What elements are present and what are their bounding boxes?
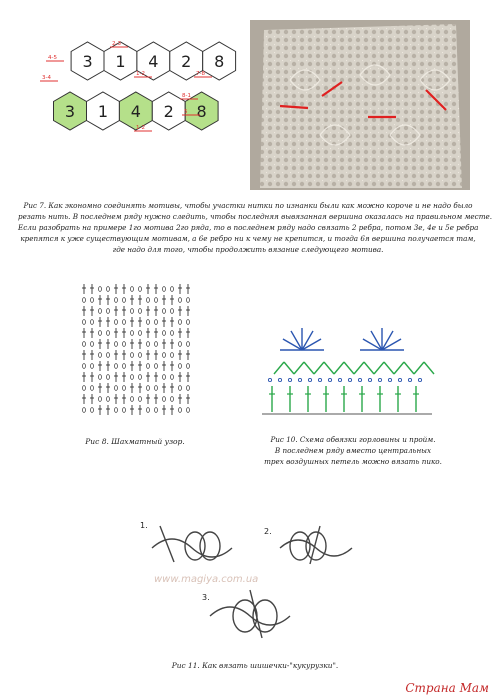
chain-mark xyxy=(155,320,158,325)
chain-mark xyxy=(99,397,102,402)
figure-10-caption xyxy=(258,434,448,467)
chain-mark xyxy=(171,353,174,358)
chain-mark xyxy=(147,386,150,391)
chain-mark xyxy=(139,331,142,336)
edge-stitch xyxy=(334,362,344,374)
chain-mark xyxy=(179,342,182,347)
edge-stitch xyxy=(354,362,364,374)
edge-stitch xyxy=(324,362,334,374)
edging-chart-svg xyxy=(262,322,432,422)
chain-mark xyxy=(163,397,166,402)
chain-mark xyxy=(139,375,142,380)
chain-loop xyxy=(408,378,411,381)
chain-mark xyxy=(131,397,134,402)
caption7-line: резать нить. В последнем ряду нужно следить, чтобы последняя вывязанная вершина оказалась на правильном месте. xyxy=(18,212,493,221)
chain-mark xyxy=(163,375,166,380)
chain-mark xyxy=(91,320,94,325)
chain-mark xyxy=(163,287,166,292)
arrow-label: 3-4 xyxy=(42,75,51,81)
chain-loop xyxy=(268,378,271,381)
chain-loop xyxy=(398,378,401,381)
chain-mark xyxy=(131,375,134,380)
chain-loop xyxy=(298,378,301,381)
edge-stitch xyxy=(294,362,304,374)
chain-loop xyxy=(358,378,361,381)
chain-mark xyxy=(171,397,174,402)
arrow-label: 2-3 xyxy=(112,41,121,47)
chain-mark xyxy=(131,353,134,358)
chain-mark xyxy=(107,353,110,358)
arrow-label: 4-5 xyxy=(48,55,57,61)
edge-stitch xyxy=(374,362,384,374)
chain-mark xyxy=(107,331,110,336)
caption10-line: Рис 10. Схема обвязки горловины и пройм. xyxy=(270,435,436,444)
watermark: www.magiya.com.ua xyxy=(154,574,259,585)
chain-mark xyxy=(123,386,126,391)
chain-mark xyxy=(83,408,86,413)
figure-11-caption: Рис 11. Как вязать шишечки-"кукурузки". xyxy=(171,661,339,670)
bobble-stitch-figure xyxy=(140,518,360,648)
chain-loop xyxy=(338,378,341,381)
arrow-label: 5 xyxy=(184,109,188,115)
chain-mark xyxy=(147,298,150,303)
chain-mark xyxy=(91,408,94,413)
edge-stitch xyxy=(394,362,404,374)
chain-mark xyxy=(155,408,158,413)
step-label: 3. xyxy=(202,593,210,602)
caption7-line: крепятся к уже существующим мотивам, а 6е ребро ни к чему не крепится, и тогда 6я вершина получается там, xyxy=(20,234,476,243)
chain-mark xyxy=(131,287,134,292)
chain-mark xyxy=(131,309,134,314)
chain-mark xyxy=(147,364,150,369)
chain-mark xyxy=(91,364,94,369)
checkerboard-chart xyxy=(80,280,195,420)
hexagon-number: 3 xyxy=(64,102,76,121)
chain-mark xyxy=(123,298,126,303)
chain-mark xyxy=(99,375,102,380)
hexagon-number: 8 xyxy=(196,102,207,121)
hexagon-number: 4 xyxy=(130,102,141,121)
chain-mark xyxy=(123,408,126,413)
hexagon-number: 1 xyxy=(115,52,126,71)
edge-stitch xyxy=(364,362,374,374)
chain-mark xyxy=(187,386,190,391)
chain-mark xyxy=(107,375,110,380)
edge-stitch xyxy=(284,362,294,374)
arrow-label: 7-8 xyxy=(196,71,205,77)
chain-mark xyxy=(83,364,86,369)
chain-mark xyxy=(155,342,158,347)
chain-loop xyxy=(288,378,291,381)
chain-mark xyxy=(99,331,102,336)
chain-mark xyxy=(115,364,118,369)
caption7-line: Если разобрать на примере 1го мотива 2го ряда, то в последнем ряду надо связать 2 ребра, потом 3е, 4е и 5е ребра xyxy=(18,223,479,232)
chain-mark xyxy=(187,408,190,413)
chain-mark xyxy=(99,309,102,314)
chain-mark xyxy=(107,309,110,314)
chain-mark xyxy=(83,298,86,303)
hexagon-number: 3 xyxy=(82,52,93,71)
chain-mark xyxy=(179,364,182,369)
chain-mark xyxy=(147,408,150,413)
chain-mark xyxy=(139,397,142,402)
chain-mark xyxy=(187,342,190,347)
caption10-line: трех воздушных петель можно вязать пико. xyxy=(264,457,442,466)
step-label: 2. xyxy=(264,527,272,536)
chain-mark xyxy=(91,386,94,391)
arrow-label: 1-2 xyxy=(136,125,145,131)
figure-7-caption xyxy=(18,200,493,255)
chain-mark xyxy=(187,298,190,303)
edge-stitch xyxy=(424,362,434,374)
hexagon-join-svg xyxy=(30,35,225,140)
edge-stitch xyxy=(304,362,314,374)
chain-mark xyxy=(163,353,166,358)
edging-chart xyxy=(262,322,432,422)
step-label: 1. xyxy=(140,521,148,530)
site-logo: Страна Мам xyxy=(405,681,489,695)
chain-mark xyxy=(179,408,182,413)
figure-8-caption: Рис 8. Шахматный узор. xyxy=(85,437,185,446)
chain-mark xyxy=(91,298,94,303)
chain-mark xyxy=(83,386,86,391)
chain-mark xyxy=(179,298,182,303)
chain-mark xyxy=(115,408,118,413)
chain-mark xyxy=(147,320,150,325)
chain-loop xyxy=(378,378,381,381)
chain-mark xyxy=(115,320,118,325)
chain-loop xyxy=(388,378,391,381)
chain-loop xyxy=(348,378,351,381)
chain-mark xyxy=(123,320,126,325)
chain-mark xyxy=(123,342,126,347)
chain-loop xyxy=(328,378,331,381)
chain-mark xyxy=(115,342,118,347)
edge-stitch xyxy=(414,362,424,374)
chain-mark xyxy=(139,309,142,314)
chain-mark xyxy=(147,342,150,347)
chain-mark xyxy=(163,331,166,336)
chain-mark xyxy=(163,309,166,314)
arrow-label: 1-2 xyxy=(136,71,145,77)
chain-mark xyxy=(155,298,158,303)
chain-loop xyxy=(308,378,311,381)
chain-loop xyxy=(368,378,371,381)
hexagon-number: 2 xyxy=(181,52,192,71)
chain-mark xyxy=(91,342,94,347)
hexagon-number: 4 xyxy=(148,52,159,71)
chain-mark xyxy=(155,386,158,391)
chain-mark xyxy=(171,309,174,314)
chain-loop xyxy=(278,378,281,381)
chain-mark xyxy=(179,320,182,325)
chain-mark xyxy=(139,287,142,292)
chain-mark xyxy=(123,364,126,369)
chain-mark xyxy=(83,342,86,347)
chain-mark xyxy=(187,364,190,369)
chain-mark xyxy=(131,331,134,336)
chain-mark xyxy=(99,287,102,292)
checkerboard-chart-svg xyxy=(80,280,195,420)
hexagon-number: 8 xyxy=(214,52,225,71)
chain-mark xyxy=(107,397,110,402)
hexagon-number: 2 xyxy=(163,102,174,121)
hexagon-join-diagram xyxy=(30,35,225,140)
caption7-line: Рис 7. Как экономно соединять мотивы, чтобы участки нитки по изнанки были как можно короче и не надо было xyxy=(23,201,473,210)
chain-mark xyxy=(187,320,190,325)
crochet-photo xyxy=(250,20,470,190)
chain-mark xyxy=(179,386,182,391)
chain-loop xyxy=(418,378,421,381)
bobble-steps-svg xyxy=(140,518,360,648)
chain-mark xyxy=(83,320,86,325)
chain-mark xyxy=(155,364,158,369)
chain-mark xyxy=(171,287,174,292)
chain-mark xyxy=(115,298,118,303)
caption7-line: где надо для того, чтобы продолжить вязание следующего мотива. xyxy=(112,245,384,254)
chain-mark xyxy=(171,375,174,380)
edge-stitch xyxy=(404,362,414,374)
edge-stitch xyxy=(314,362,324,374)
arrow-label: 8-1 xyxy=(182,93,191,99)
chain-mark xyxy=(171,331,174,336)
caption10-line: В последнем ряду вместо центральных xyxy=(274,446,432,455)
edge-stitch xyxy=(384,362,394,374)
chain-mark xyxy=(115,386,118,391)
lace-texture xyxy=(250,20,470,190)
chain-mark xyxy=(139,353,142,358)
chain-loop xyxy=(318,378,321,381)
edge-stitch xyxy=(344,362,354,374)
chain-mark xyxy=(107,287,110,292)
hexagon-number: 1 xyxy=(97,102,109,121)
chain-mark xyxy=(99,353,102,358)
edge-stitch xyxy=(274,362,284,374)
